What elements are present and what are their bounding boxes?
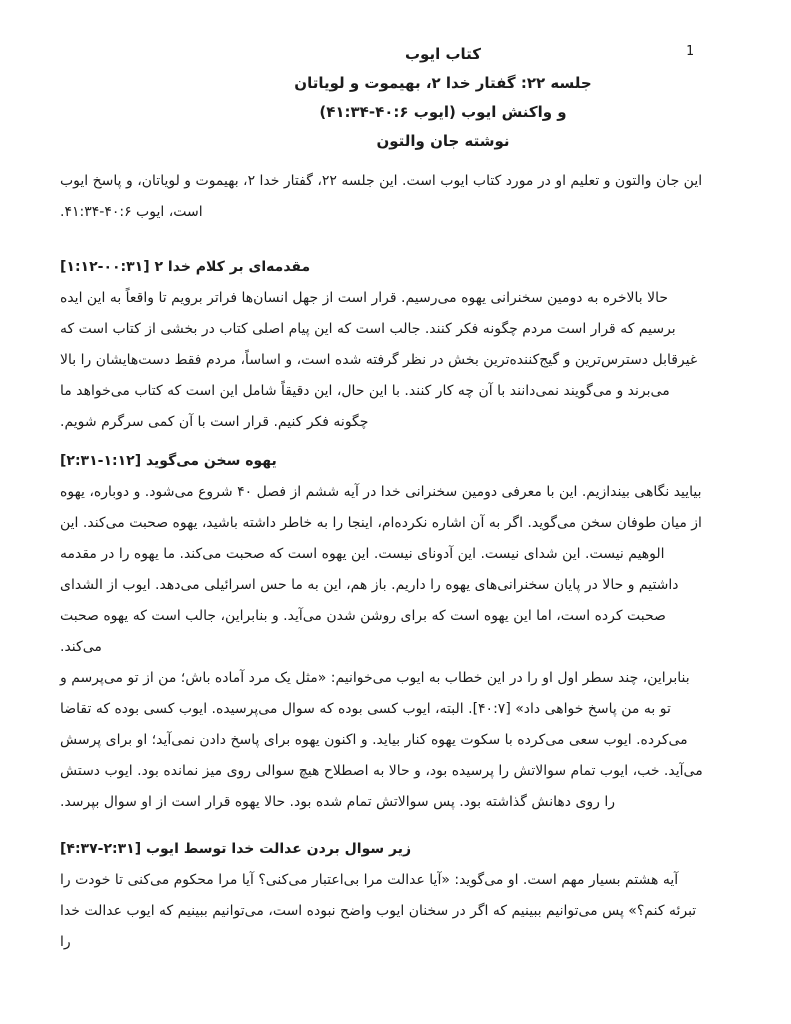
session-subtitle: جلسه ۲۲: گفتار خدا ۲، بهیموت و لویاتان (294, 74, 592, 92)
scripture-reference: و واکنش ایوب (ایوب ۴۰:۶-۴۱:۳۴) (319, 103, 567, 121)
intro-paragraph: این جان والتون و تعلیم او در مورد کتاب ایوب است. این جلسه ۲۲، گفتار خدا ۲، بهیموت و لویاتان، و پاسخ ایوب است، ایوب ۴۰:۶-۴۱:۳۴. (60, 173, 703, 220)
author-line: نوشته جان والتون (376, 132, 510, 150)
section-paragraph: بیایید نگاهی بیندازیم. این با معرفی دومین سخنرانی خدا در آیه ششم از فصل ۴۰ شروع می‌شود. و دوباره، یهوه از میان طوفان سخن می‌گوید. اگر به آن اشاره نکرده‌ام، اینجا را به خاطر داشته باشید، یهوه صحبت می‌کند. این الوهیم نیست. این شدای نیست. این آدونای نیست. این یهوه است که صحبت می‌کند. ما یهوه را در مقدمه داشتیم و حالا در پایان سخنرانی‌های یهوه را داریم. باز هم، این به ما حس اسرائیلی می‌دهد. ایوب از الشدای صحبت کرده است، اما این یهوه است که برای روشن شدن می‌آید. و بنابراین، جالب است که یهوه صحبت می‌کند. (60, 484, 702, 655)
document-content (60, 0, 703, 958)
section-heading: زیر سوال بردن عدالت خدا توسط ایوب [۲:۳۱-۴:۳۷] (60, 841, 412, 857)
section-introduction-to-gods-speech (60, 252, 703, 438)
section-paragraph: حالا بالاخره به دومین سخنرانی یهوه می‌رسیم. قرار است از جهل انسان‌ها فراتر برویم تا واقعاً به این ایده برسیم که قرار است مردم چگونه فکر کنند. جالب است که این پیام اصلی کتاب در بخشی از کتاب است که غیرقابل دسترس‌ترین و گیج‌کننده‌ترین بخش در نظر گرفته شده است، و اساساً، مردم فقط دست‌هایشان را بالا می‌برند و می‌گویند نمی‌دانند با آن چه کار کنند. با این حال، این دقیقاً شامل این است که کتاب می‌خواهد ما چگونه فکر کنیم. قرار است با آن کمی سرگرم شویم. (60, 290, 698, 430)
section-yahweh-speaks (60, 446, 703, 818)
page-number: 1 (686, 44, 694, 59)
document-title: کتاب ایوب (404, 45, 482, 63)
title-block (183, 40, 703, 156)
section-heading: یهوه سخن می‌گوید [۱:۱۲-۲:۳۱] (60, 453, 277, 469)
section-job-questioning-gods-justice (60, 834, 703, 958)
section-paragraph: آیه هشتم بسیار مهم است. او می‌گوید: «آیا عدالت مرا بی‌اعتبار می‌کنی؟ آیا مرا محکوم می‌کنی تا خودت را تبرئه کنم؟» پس می‌توانیم ببینیم که اگر در سخنان ایوب واضح نبوده است، می‌توانیم ببینیم که ایوب عدالت خدا را (60, 872, 697, 950)
section-heading: مقدمه‌ای بر کلام خدا ۲ [۰۰:۳۱-۱:۱۲] (60, 259, 311, 275)
section-paragraph: بنابراین، چند سطر اول او را در این خطاب به ایوب می‌خوانیم: «مثل یک مرد آماده باش؛ من از تو می‌پرسم و تو به من پاسخ خواهی داد» [۴۰:۷]. البته، ایوب کسی بوده که سوال می‌پرسیده. ایوب کسی بوده که تقاضا می‌کرده. ایوب سعی می‌کرده با سکوت یهوه کنار بیاید. و اکنون یهوه برای پاسخ دادن نمی‌آید؛ او برای پرسش می‌آید. خب، ایوب تمام سوالاتش را پرسیده بود، و حالا به اصطلاح هیچ سوالی روی میز نمانده بود. ایوب دستش را روی دهانش گذاشته بود. پس سوالاتش تمام شده بود. حالا یهوه قرار است از او سوال بپرسد. (60, 670, 703, 810)
